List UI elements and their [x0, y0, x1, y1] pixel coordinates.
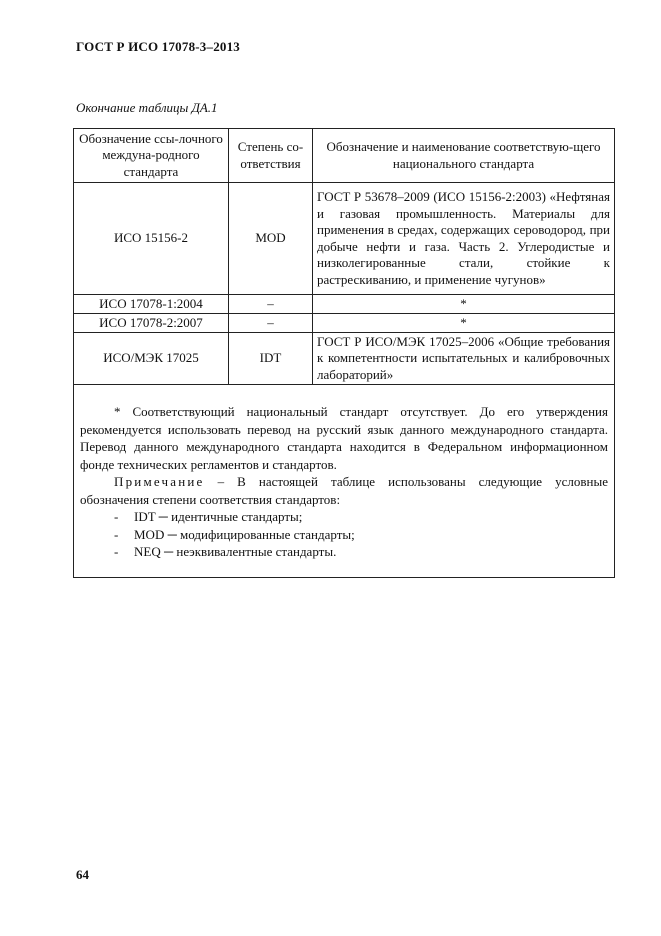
cell-degree: MOD — [229, 183, 313, 295]
list-item-text: IDT ─ идентичные стандарты; — [134, 509, 303, 524]
degree-list — [80, 508, 608, 561]
list-item: - MOD ─ модифицированные стандарты; — [114, 526, 355, 542]
document-header: ГОСТ Р ИСО 17078-3–2013 — [76, 39, 241, 54]
cell-national: * — [313, 314, 615, 333]
table-caption: Окончание таблицы ДА.1 — [76, 100, 218, 115]
list-item: - NEQ ─ неэквивалентные стандарты. — [114, 544, 337, 559]
note-row — [74, 385, 615, 578]
cell-code: ИСО 17078-2:2007 — [74, 314, 229, 333]
cell-code: ИСО 17078-1:2004 — [74, 295, 229, 314]
table-row — [74, 295, 615, 314]
column-header-national: Обозначение и наименование соответствую-щего национального стандарта — [313, 129, 615, 183]
cell-code: ИСО 15156-2 — [74, 183, 229, 295]
remark — [80, 473, 608, 508]
list-item-text: NEQ ─ неэквивалентные стандарты. — [134, 544, 337, 559]
table-row — [74, 314, 615, 333]
column-header-degree: Степень со-ответствия — [229, 129, 313, 183]
remark-text: – В настоящей таблице использованы следующие условные обозначения степени соответствия стандартов: — [80, 474, 608, 507]
column-header-international: Обозначение ссы-лочного междуна-родного стандарта — [74, 129, 229, 183]
cell-national: * — [313, 295, 615, 314]
list-item-text: MOD ─ модифицированные стандарты; — [134, 526, 355, 542]
cell-national: ГОСТ Р 53678–2009 (ИСО 15156-2:2003) «Нефтяная и газовая промышленность. Материалы для применения в средах, содержащих сероводород, при добыче нефти и газа. Часть 2. Углеродистые и низколегированные стали, стойкие к растрескиванию, и применение чугунов» — [313, 183, 615, 295]
list-item: - IDT ─ идентичные стандарты; — [114, 509, 303, 524]
footnote: * Соответствующий национальный стандарт отсутствует. До его утверждения рекомендуется использовать перевод на русский язык данного международного стандарта. Перевод данного международного стандарта находится в Федеральном информационном фонде технических регламентов и стандартов. — [80, 404, 608, 472]
table-note — [74, 385, 614, 577]
cell-code: ИСО/МЭК 17025 — [74, 333, 229, 385]
standards-table — [73, 128, 615, 578]
table-row — [74, 333, 615, 385]
cell-degree: IDT — [229, 333, 313, 385]
cell-degree: – — [229, 314, 313, 333]
cell-degree: – — [229, 295, 313, 314]
remark-label: Примечание — [114, 474, 205, 489]
table-row — [74, 183, 615, 295]
table-header-row — [74, 129, 615, 183]
cell-national: ГОСТ Р ИСО/МЭК 17025–2006 «Общие требования к компетентности испытательных и калибровочных лабораторий» — [313, 333, 615, 385]
page-number: 64 — [76, 867, 89, 882]
